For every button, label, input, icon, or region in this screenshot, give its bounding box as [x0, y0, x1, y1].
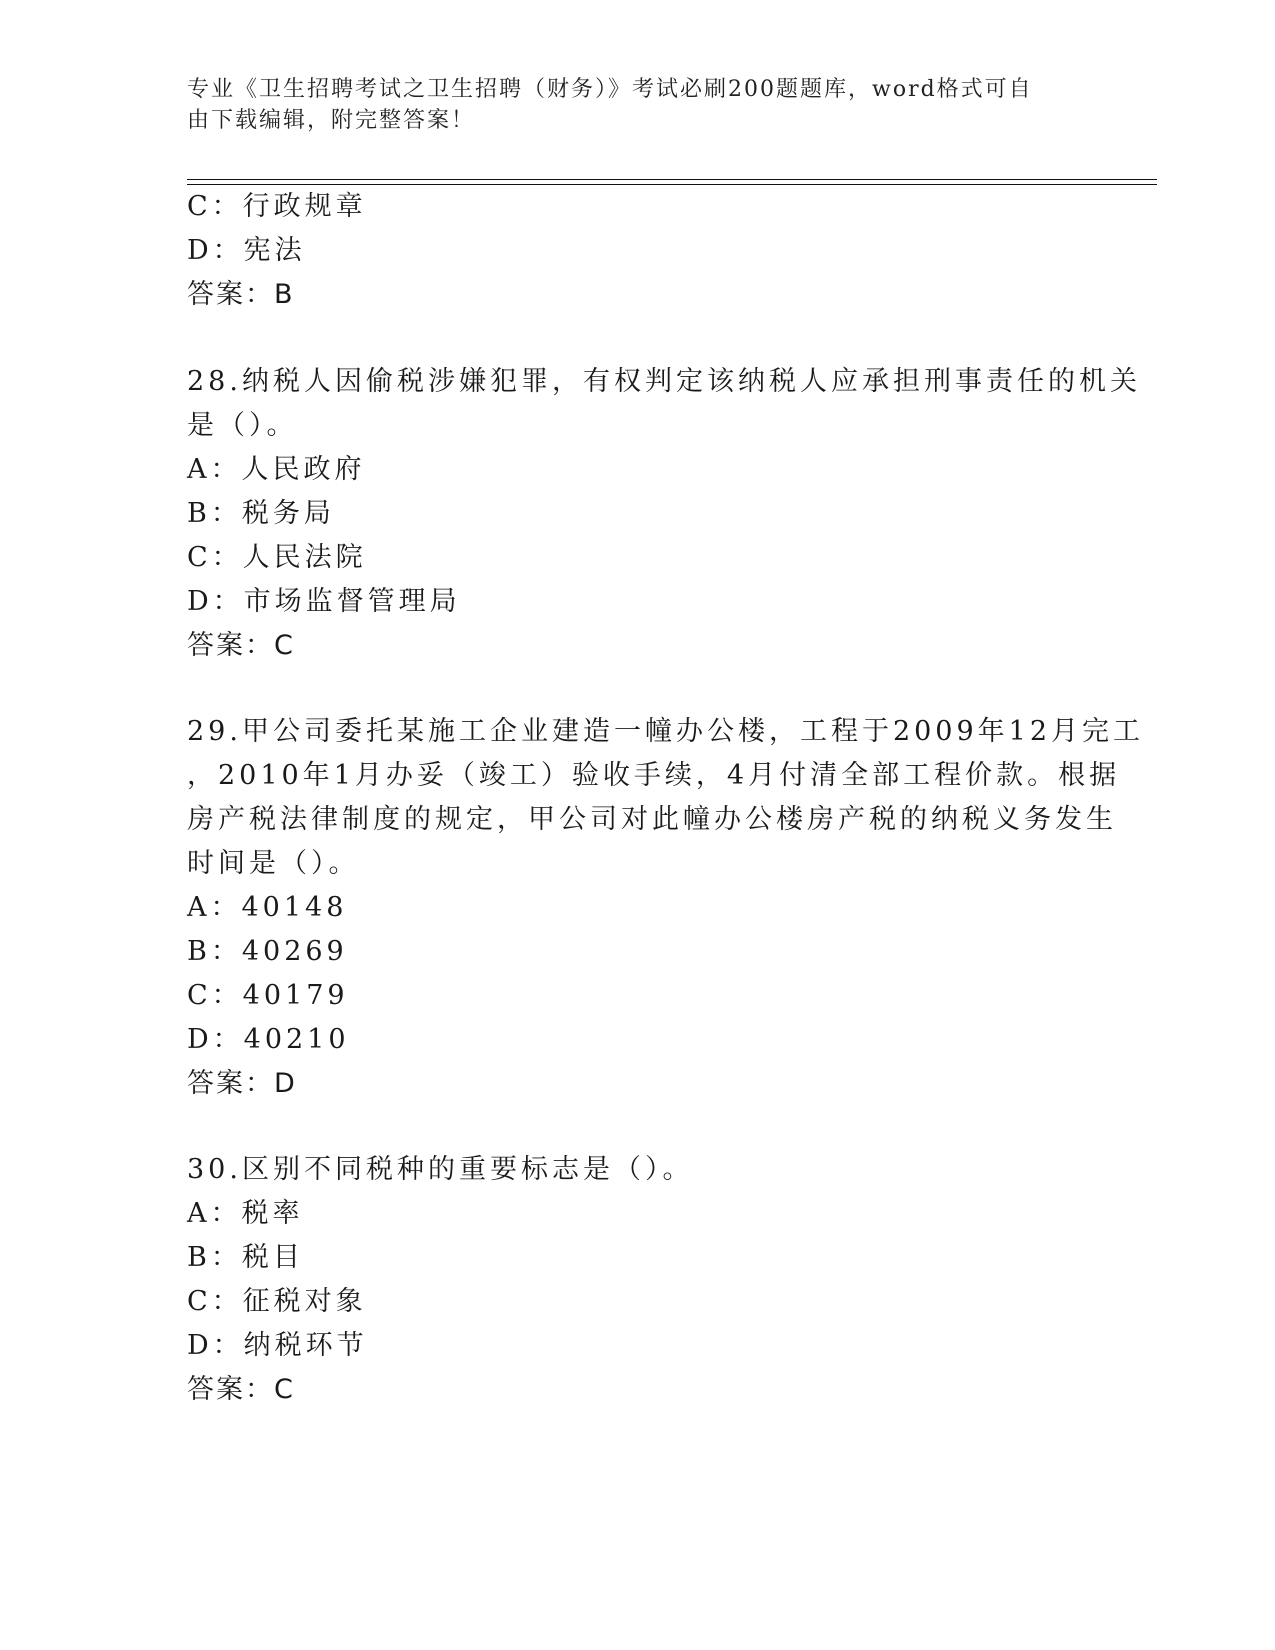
- q28-stem-line-1: 28.纳税人因偷税涉嫌犯罪，有权判定该纳税人应承担刑事责任的机关: [187, 366, 1141, 397]
- q28-option-b: B：税务局: [187, 498, 335, 529]
- q30-option-b: B：税目: [187, 1242, 304, 1273]
- header-line-2: 由下载编辑，附完整答案！: [187, 108, 476, 133]
- q30-answer: 答案：C: [187, 1374, 295, 1405]
- q30-option-a: A：税率: [187, 1198, 304, 1229]
- q29-stem-line-4: 时间是（）。: [187, 848, 360, 879]
- header-line-1: 专业《卫生招聘考试之卫生招聘（财务）》考试必刷200题题库，word格式可自: [187, 77, 1033, 102]
- q29-answer: 答案：D: [187, 1068, 297, 1099]
- q30-option-d: D：纳税环节: [187, 1330, 368, 1361]
- q28-option-c: C：人民法院: [187, 542, 367, 573]
- q28-option-a: A：人民政府: [187, 454, 366, 485]
- q27-answer: 答案：B: [187, 279, 295, 310]
- header-divider-bottom: [187, 184, 1157, 185]
- q27-option-c: C：行政规章: [187, 191, 367, 222]
- q27-option-d: D：宪法: [187, 235, 306, 266]
- q28-answer: 答案：C: [187, 630, 295, 661]
- q29-stem-line-2: ，2010年1月办妥（竣工）验收手续，4月付清全部工程价款。根据: [187, 760, 1121, 791]
- q29-stem-line-1: 29.甲公司委托某施工企业建造一幢办公楼，工程于2009年12月完工: [187, 716, 1145, 747]
- q29-stem-line-3: 房产税法律制度的规定，甲公司对此幢办公楼房产税的纳税义务发生: [187, 804, 1117, 835]
- q29-option-d: D：40210: [187, 1024, 350, 1055]
- q29-option-c: C：40179: [187, 980, 349, 1011]
- header-divider-top: [187, 179, 1157, 180]
- q29-option-a: A：40148: [187, 892, 348, 923]
- q29-option-b: B：40269: [187, 936, 348, 967]
- q30-stem-line-1: 30.区别不同税种的重要标志是（）。: [187, 1154, 694, 1185]
- q28-stem-line-2: 是（）。: [187, 410, 298, 441]
- document-header: [187, 74, 1067, 136]
- q30-option-c: C：征税对象: [187, 1286, 367, 1317]
- q28-option-d: D：市场监督管理局: [187, 586, 461, 617]
